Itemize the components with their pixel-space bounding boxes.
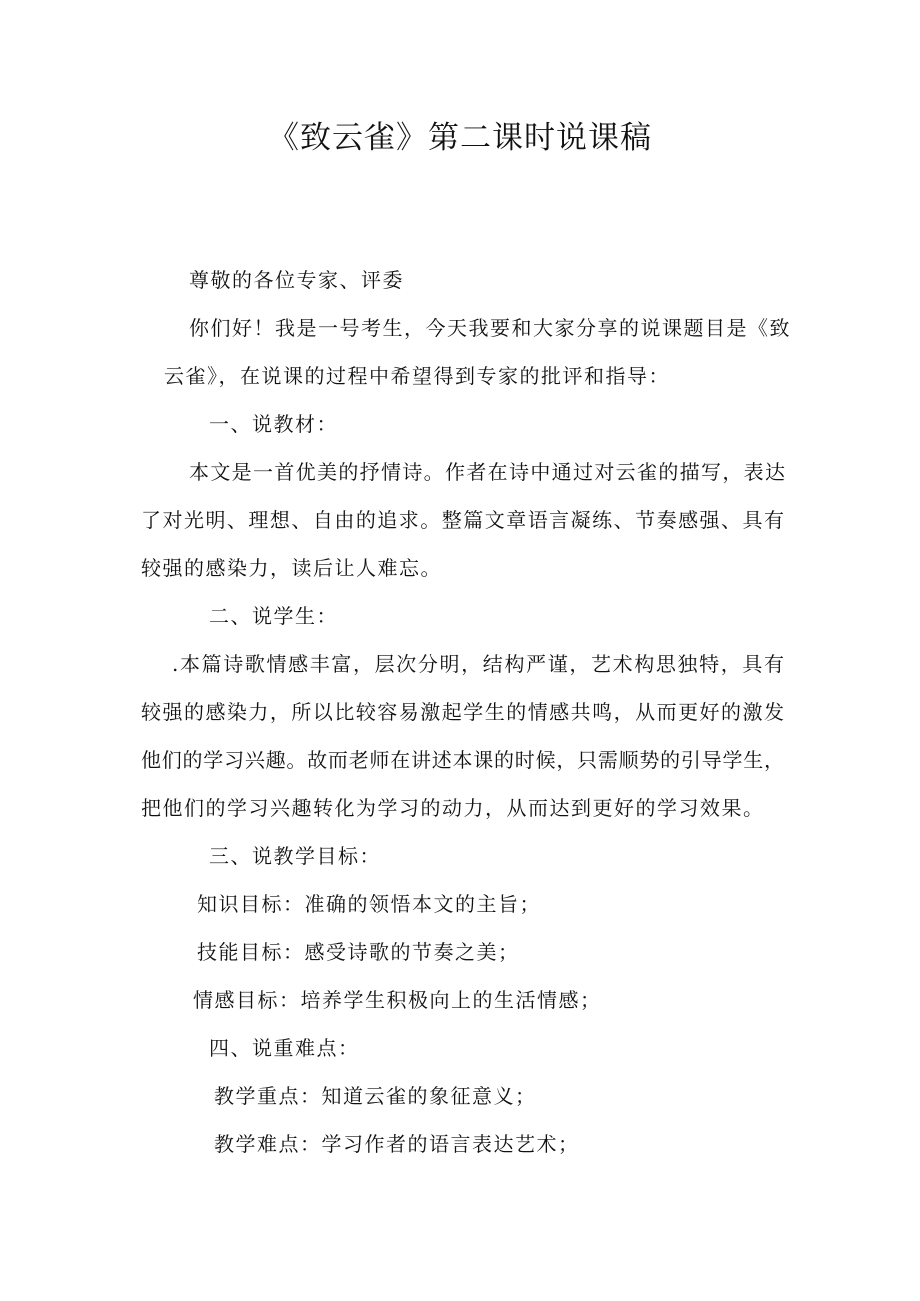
section-heading-textbook: 一、说教材： — [209, 412, 338, 436]
textbook-paragraph-line-2 — [141, 505, 784, 535]
students-paragraph-line-2 — [141, 697, 784, 727]
objective-skill: 技能目标：感受诗歌的节奏之美； — [197, 940, 520, 964]
greeting-line-1: 你们好！我是一号考生，今天我要和大家分享的说课题目是《致 — [189, 316, 791, 340]
document-title: 《致云雀》第二课时说课稿 — [268, 120, 652, 156]
students-paragraph-line-1 — [172, 649, 784, 679]
textbook-paragraph-line-2-text: 了对光明、理想、自由的追求。整篇文章语言凝练、节奏感强、具有 — [141, 508, 784, 532]
key-point: 教学重点：知道云雀的象征意义； — [214, 1084, 537, 1108]
students-paragraph-line-3-text: 他们的学习兴趣。故而老师在讲述本课的时候，只需顺势的引导学生， — [141, 748, 784, 772]
students-paragraph-line-3 — [141, 745, 784, 775]
students-paragraph-line-4: 把他们的学习兴趣转化为学习的动力，从而达到更好的学习效果。 — [141, 796, 765, 820]
textbook-paragraph-line-1-text: 本文是一首优美的抒情诗。作者在诗中通过对云雀的描写，表达 — [189, 460, 785, 484]
students-paragraph-line-2-text: 较强的感染力，所以比较容易激起学生的情感共鸣，从而更好的激发 — [141, 700, 784, 724]
section-heading-students: 二、说学生： — [209, 604, 338, 628]
salutation: 尊敬的各位专家、评委 — [189, 268, 404, 292]
section-heading-objectives: 三、说教学目标： — [209, 844, 381, 868]
section-heading-key-points: 四、说重难点： — [209, 1036, 360, 1060]
students-paragraph-line-1-text: .本篇诗歌情感丰富，层次分明，结构严谨，艺术构思独特，具有 — [172, 652, 784, 676]
objective-emotion: 情感目标：培养学生积极向上的生活情感； — [193, 988, 602, 1012]
textbook-paragraph-line-1 — [189, 457, 785, 487]
textbook-paragraph-line-3: 较强的感染力，读后让人难忘。 — [141, 556, 442, 580]
greeting-line-2: 云雀》，在说课的过程中希望得到专家的批评和指导： — [164, 364, 670, 388]
objective-knowledge: 知识目标：准确的领悟本文的主旨； — [197, 892, 541, 916]
difficult-point: 教学难点：学习作者的语言表达艺术； — [214, 1132, 580, 1156]
